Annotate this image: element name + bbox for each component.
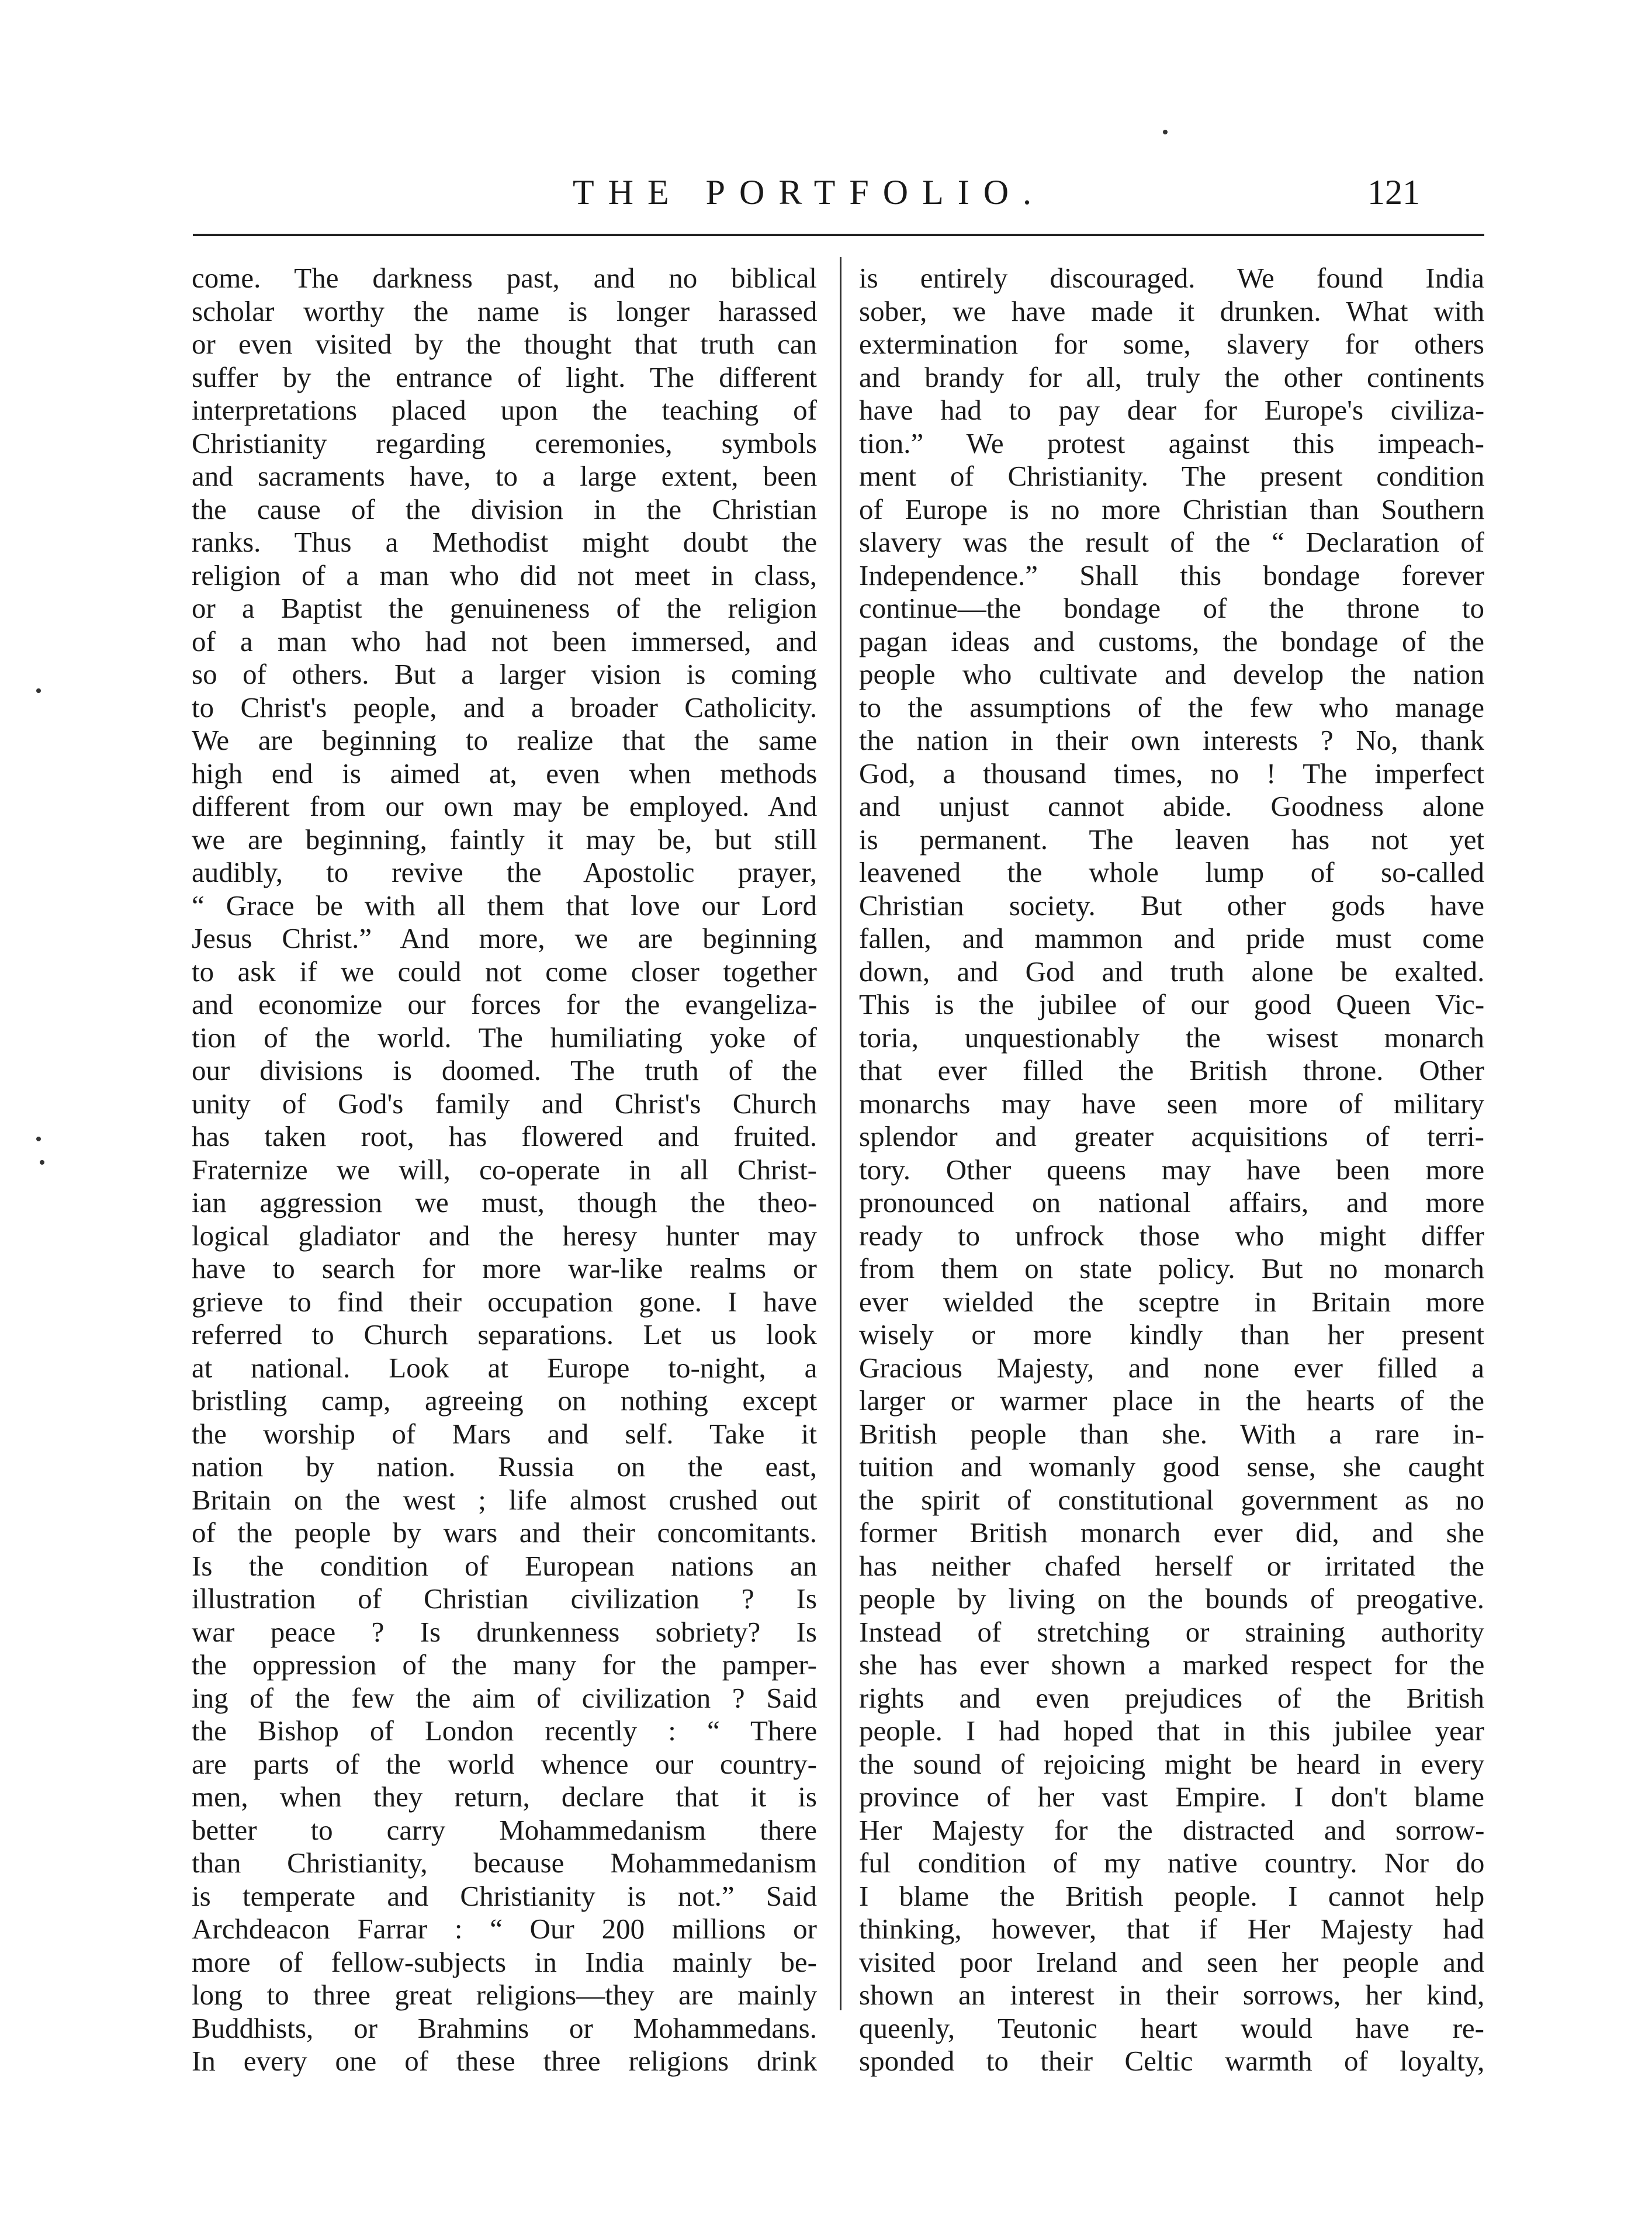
text-line: long to three great religions—they are mainly — [192, 1979, 817, 2011]
text-line: extermination for some, slavery for others — [859, 328, 1484, 360]
text-line: Is the condition of European nations an — [192, 1549, 817, 1582]
text-line: slavery was the result of the “ Declaration of — [859, 526, 1484, 558]
text-line: of the people by wars and their concomitants. — [192, 1516, 817, 1549]
text-line: We are beginning to realize that the same — [192, 724, 817, 756]
text-line: splendor and greater acquisitions of terri- — [859, 1120, 1484, 1152]
text-line: sponded to their Celtic warmth of loyalty, — [859, 2045, 1484, 2077]
text-line: the cause of the division in the Christian — [192, 493, 817, 525]
text-line: shown an interest in their sorrows, her kind, — [859, 1979, 1484, 2011]
text-line: referred to Church separations. Let us look — [192, 1318, 817, 1351]
text-line: ever wielded the sceptre in Britain more — [859, 1285, 1484, 1318]
text-line: the oppression of the many for the pamper- — [192, 1649, 817, 1681]
text-line: Britain on the west ; life almost crushed out — [192, 1483, 817, 1516]
text-line: has neither chafed herself or irritated the — [859, 1549, 1484, 1582]
text-line: high end is aimed at, even when methods — [192, 757, 817, 790]
text-line: illustration of Christian civilization ? Is — [192, 1583, 817, 1615]
text-line: down, and God and truth alone be exalted. — [859, 955, 1484, 988]
text-line: we are beginning, faintly it may be, but still — [192, 823, 817, 856]
text-line: the spirit of constitutional government as no — [859, 1483, 1484, 1516]
text-line: are parts of the world whence our country- — [192, 1747, 817, 1780]
text-line: Fraternize we will, co-operate in all Christ- — [192, 1153, 817, 1186]
text-line: Christian society. But other gods have — [859, 889, 1484, 922]
text-line: visited poor Ireland and seen her people and — [859, 1945, 1484, 1978]
text-line: or even visited by the thought that truth can — [192, 328, 817, 360]
page-number: 121 — [1367, 173, 1420, 212]
text-line: audibly, to revive the Apostolic prayer, — [192, 856, 817, 888]
text-line: and brandy for all, truly the other continents — [859, 361, 1484, 393]
text-line: Independence.” Shall this bondage forever — [859, 559, 1484, 591]
text-line: to Christ's people, and a broader Catholicity. — [192, 691, 817, 723]
text-line: province of her vast Empire. I don't blame — [859, 1781, 1484, 1813]
text-line: more of fellow-subjects in India mainly be- — [192, 1945, 817, 1978]
text-line: better to carry Mohammedanism there — [192, 1813, 817, 1846]
text-line: ranks. Thus a Methodist might doubt the — [192, 526, 817, 558]
text-line: Gracious Majesty, and none ever filled a — [859, 1351, 1484, 1384]
text-line: that ever filled the British throne. Other — [859, 1054, 1484, 1086]
text-line: I blame the British people. I cannot help — [859, 1879, 1484, 1912]
text-line: people by living on the bounds of preogative. — [859, 1583, 1484, 1615]
text-line: tion.” We protest against this impeach- — [859, 427, 1484, 459]
header-rule — [193, 234, 1484, 236]
text-line: fallen, and mammon and pride must come — [859, 922, 1484, 954]
text-line: have had to pay dear for Europe's civiliza- — [859, 394, 1484, 426]
text-line: wisely or more kindly than her present — [859, 1318, 1484, 1351]
text-line: come. The darkness past, and no biblical — [192, 262, 817, 294]
text-line: queenly, Teutonic heart would have re- — [859, 2011, 1484, 2044]
text-line: In every one of these three religions drink — [192, 2045, 817, 2077]
text-line: and economize our forces for the evangeliza- — [192, 988, 817, 1020]
left-column — [192, 262, 817, 2078]
text-line: people who cultivate and develop the nation — [859, 658, 1484, 690]
text-line: sober, we have made it drunken. What with — [859, 295, 1484, 327]
text-line: God, a thousand times, no ! The imperfect — [859, 757, 1484, 790]
text-line: continue—the bondage of the throne to — [859, 592, 1484, 624]
text-line: she has ever shown a marked respect for the — [859, 1649, 1484, 1681]
text-line: ian aggression we must, though the theo- — [192, 1186, 817, 1218]
text-line: religion of a man who did not meet in class, — [192, 559, 817, 591]
text-line: monarchs may have seen more of military — [859, 1087, 1484, 1120]
text-line: ful condition of my native country. Nor do — [859, 1847, 1484, 1879]
text-line: Buddhists, or Brahmins or Mohammedans. — [192, 2011, 817, 2044]
right-column — [859, 262, 1484, 2078]
text-line: leavened the whole lump of so-called — [859, 856, 1484, 888]
text-line: has taken root, has flowered and fruited. — [192, 1120, 817, 1152]
text-line: “ Grace be with all them that love our Lord — [192, 889, 817, 922]
text-line: and unjust cannot abide. Goodness alone — [859, 790, 1484, 822]
text-line: rights and even prejudices of the British — [859, 1681, 1484, 1714]
text-line: pagan ideas and customs, the bondage of the — [859, 625, 1484, 657]
text-line: interpretations placed upon the teaching of — [192, 394, 817, 426]
margin-speck — [40, 1160, 44, 1165]
text-line: the Bishop of London recently : “ There — [192, 1715, 817, 1747]
text-line: the sound of rejoicing might be heard in every — [859, 1747, 1484, 1780]
text-line: war peace ? Is drunkenness sobriety? Is — [192, 1615, 817, 1648]
text-line: is temperate and Christianity is not.” Said — [192, 1879, 817, 1912]
text-line: Christianity regarding ceremonies, symbols — [192, 427, 817, 459]
text-line: Her Majesty for the distracted and sorrow- — [859, 1813, 1484, 1846]
text-line: nation by nation. Russia on the east, — [192, 1450, 817, 1483]
text-line: ment of Christianity. The present condition — [859, 460, 1484, 492]
text-line: larger or warmer place in the hearts of the — [859, 1384, 1484, 1417]
margin-speck — [36, 1137, 41, 1141]
text-line: to ask if we could not come closer together — [192, 955, 817, 988]
text-line: bristling camp, agreeing on nothing except — [192, 1384, 817, 1417]
text-line: people. I had hoped that in this jubilee year — [859, 1715, 1484, 1747]
text-line: to the assumptions of the few who manage — [859, 691, 1484, 723]
text-line: grieve to find their occupation gone. I have — [192, 1285, 817, 1318]
text-line: suffer by the entrance of light. The different — [192, 361, 817, 393]
text-line: from them on state policy. But no monarch — [859, 1252, 1484, 1284]
text-line: have to search for more war-like realms or — [192, 1252, 817, 1284]
text-line: of Europe is no more Christian than Southern — [859, 493, 1484, 525]
text-line: our divisions is doomed. The truth of the — [192, 1054, 817, 1086]
text-line: or a Baptist the genuineness of the religion — [192, 592, 817, 624]
text-line: is entirely discouraged. We found India — [859, 262, 1484, 294]
text-line: than Christianity, because Mohammedanism — [192, 1847, 817, 1879]
text-line: former British monarch ever did, and she — [859, 1516, 1484, 1549]
text-line: unity of God's family and Christ's Church — [192, 1087, 817, 1120]
text-line: and sacraments have, to a large extent, been — [192, 460, 817, 492]
margin-speck — [36, 688, 41, 693]
text-line: is permanent. The leaven has not yet — [859, 823, 1484, 856]
text-line: Instead of stretching or straining authority — [859, 1615, 1484, 1648]
text-line: the worship of Mars and self. Take it — [192, 1417, 817, 1450]
text-line: Archdeacon Farrar : “ Our 200 millions or — [192, 1913, 817, 1945]
running-header-title: THE PORTFOLIO. — [573, 173, 1046, 212]
text-line: the nation in their own interests ? No, thank — [859, 724, 1484, 756]
column-divider — [840, 257, 841, 2010]
text-line: at national. Look at Europe to-night, a — [192, 1351, 817, 1384]
text-line: logical gladiator and the heresy hunter may — [192, 1219, 817, 1252]
text-line: men, when they return, declare that it is — [192, 1781, 817, 1813]
margin-speck — [1163, 130, 1168, 134]
text-line: ing of the few the aim of civilization ? Said — [192, 1681, 817, 1714]
text-line: This is the jubilee of our good Queen Vic- — [859, 988, 1484, 1020]
text-line: Jesus Christ.” And more, we are beginning — [192, 922, 817, 954]
text-line: thinking, however, that if Her Majesty had — [859, 1913, 1484, 1945]
text-line: so of others. But a larger vision is coming — [192, 658, 817, 690]
text-line: ready to unfrock those who might differ — [859, 1219, 1484, 1252]
text-line: British people than she. With a rare in- — [859, 1417, 1484, 1450]
text-line: tory. Other queens may have been more — [859, 1153, 1484, 1186]
text-line: tion of the world. The humiliating yoke of — [192, 1021, 817, 1054]
text-line: of a man who had not been immersed, and — [192, 625, 817, 657]
text-line: toria, unquestionably the wisest monarch — [859, 1021, 1484, 1054]
text-line: different from our own may be employed. And — [192, 790, 817, 822]
text-line: tuition and womanly good sense, she caught — [859, 1450, 1484, 1483]
text-line: scholar worthy the name is longer harassed — [192, 295, 817, 327]
text-line: pronounced on national affairs, and more — [859, 1186, 1484, 1218]
